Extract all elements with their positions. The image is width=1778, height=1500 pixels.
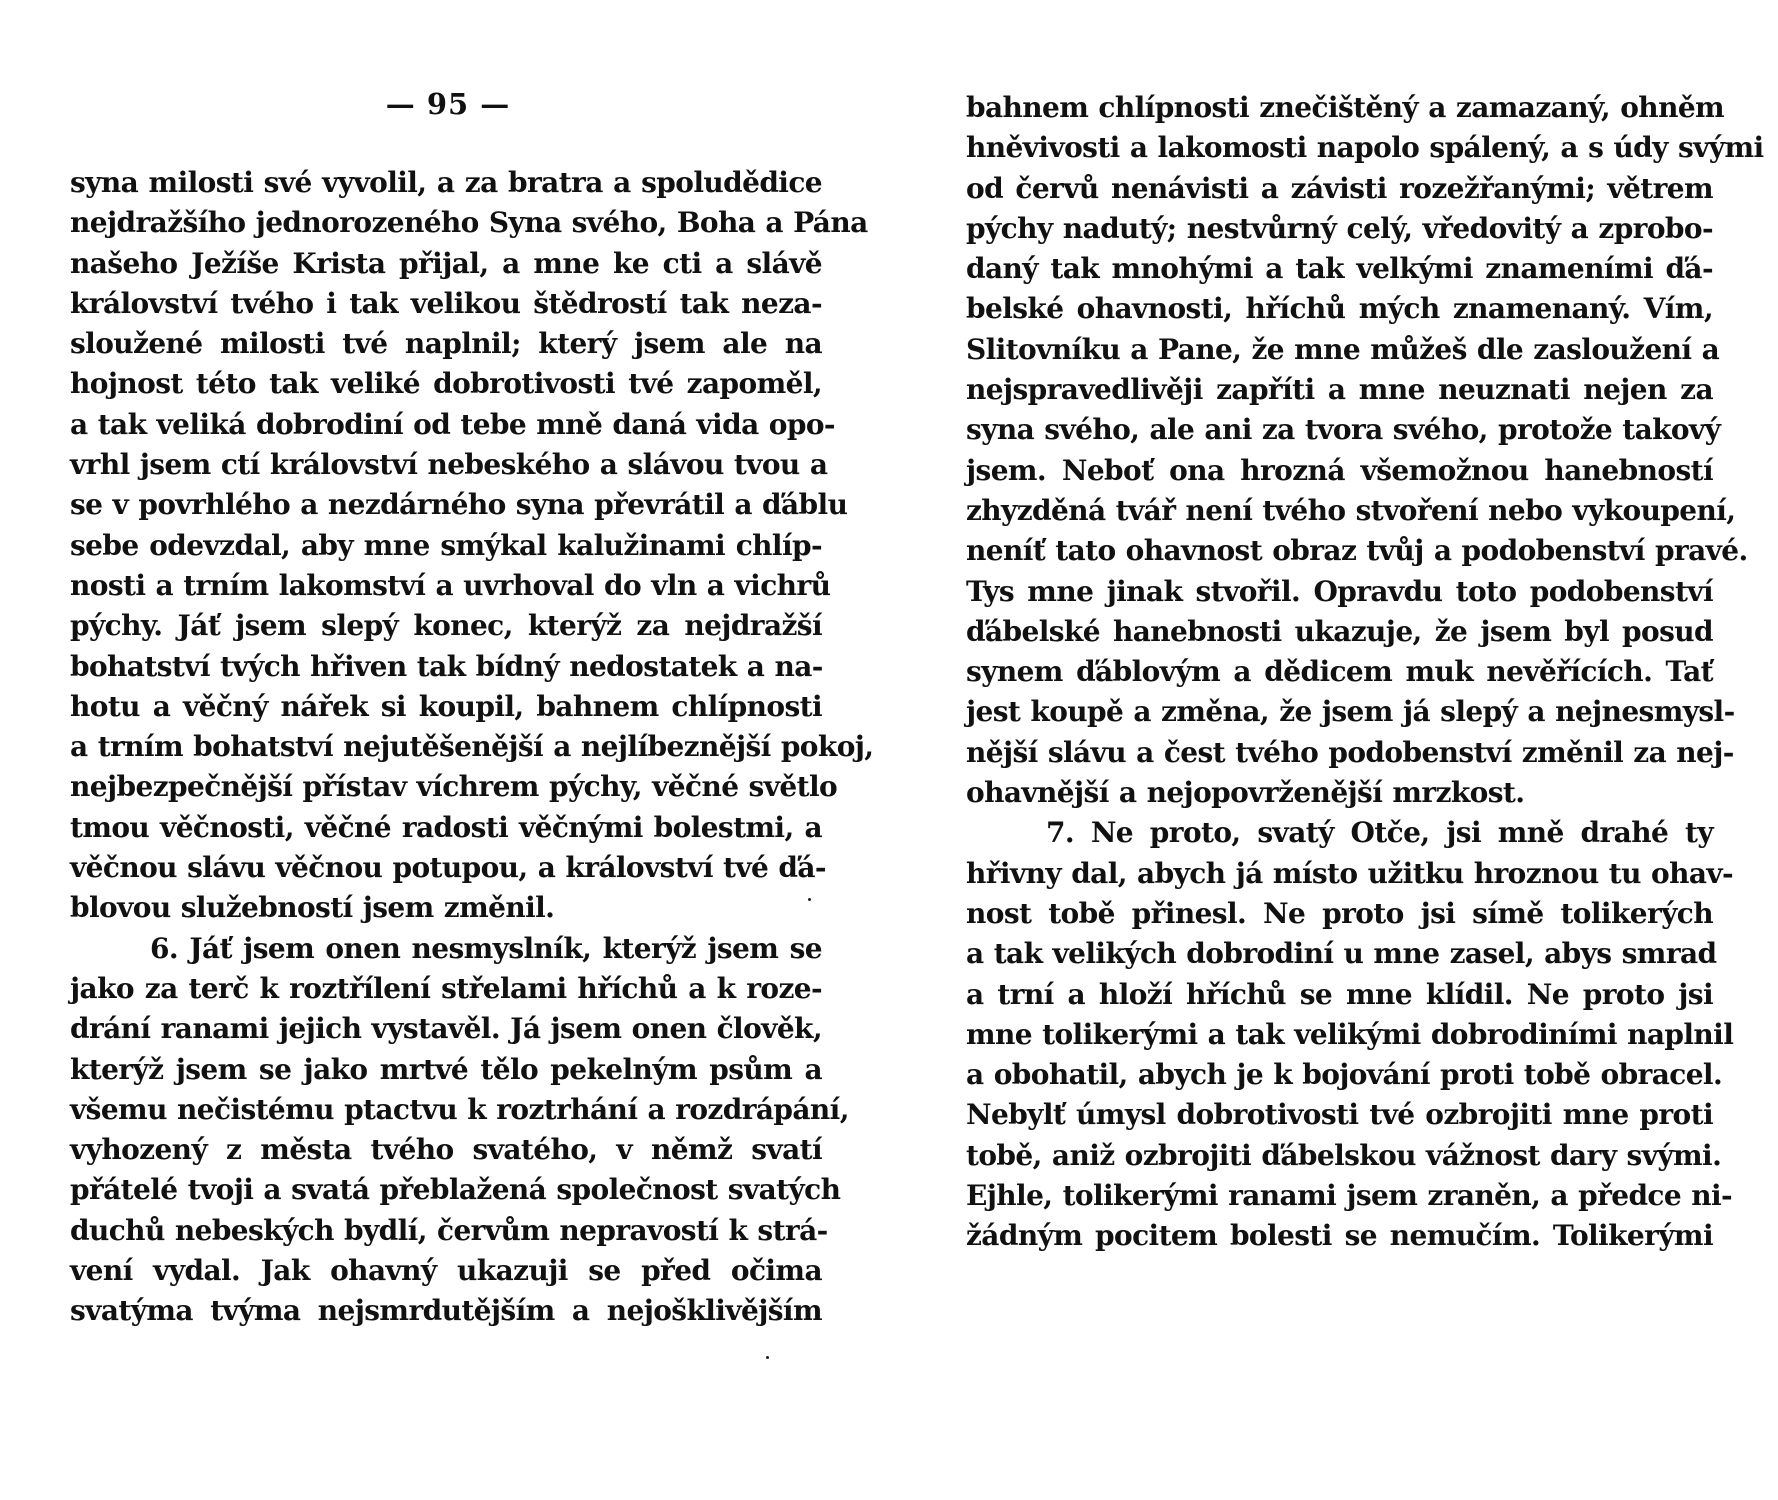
text-line: od červů nenávisti a závisti rozežřanými; větrem bbox=[966, 171, 1713, 205]
text-line: a obohatil, abych je k bojování proti tobě obracel. bbox=[966, 1058, 1723, 1092]
text-line: bohatství tvých hřiven tak bídný nedostatek a na- bbox=[70, 649, 823, 683]
paragraph-end-line: ohavnější a nejopovrženější mrzkost. bbox=[966, 776, 1525, 810]
text-line: tobě, aniž ozbrojiti ďábelskou vážnost dary svými. bbox=[966, 1138, 1722, 1172]
text-line: nejbezpečnější přístav víchrem pýchy, věčné světlo bbox=[70, 770, 838, 804]
text-line: hojnost této tak veliké dobrotivosti tvé zapoměl, bbox=[70, 367, 822, 401]
text-line: zhyzděná tvář není tvého stvoření nebo vykoupení, bbox=[966, 493, 1736, 527]
text-line: a tak velikých dobrodiní u mne zasel, abys smrad bbox=[966, 937, 1717, 971]
text-line: drání ranami jejich vystavěl. Já jsem onen člověk, bbox=[70, 1012, 822, 1046]
print-speck bbox=[808, 898, 811, 901]
print-speck bbox=[766, 1356, 769, 1359]
text-line: pýchy nadutý; nestvůrný celý, vředovitý a zprobo- bbox=[966, 211, 1713, 245]
text-line: jsem. Neboť ona hrozná všemožnou hanebností bbox=[966, 453, 1713, 487]
text-line: hotu a věčný nářek si koupil, bahnem chlípnosti bbox=[70, 689, 822, 723]
text-line: hněvivosti a lakomosti napolo spálený, a s údy svými bbox=[966, 131, 1764, 165]
text-line: nější slávu a čest tvého podobenství změnil za nej- bbox=[966, 735, 1734, 769]
text-line: belské ohavnosti, hříchů mých znamenaný. Vím, bbox=[966, 292, 1713, 326]
text-line: a tak veliká dobrodiní od tebe mně daná vida opo- bbox=[70, 407, 835, 441]
text-line: se v povrhlého a nezdárného syna převrátil a ďáblu bbox=[70, 488, 848, 522]
text-line: sloužené milosti tvé naplnil; který jsem ale na bbox=[70, 327, 822, 361]
text-line: hřivny dal, abych já místo užitku hroznou tu ohav- bbox=[966, 856, 1734, 890]
text-line: syna svého, ale ani za tvora svého, protože takový bbox=[966, 413, 1721, 447]
text-line: neníť tato ohavnost obraz tvůj a podobenství pravé. bbox=[966, 534, 1748, 568]
text-line: žádným pocitem bolesti se nemučím. Tolikerými bbox=[966, 1219, 1713, 1253]
text-line: bahnem chlípnosti znečištěný a zamazaný, ohněm bbox=[966, 91, 1725, 124]
text-line: věčnou slávu věčnou potupou, a království tvé ďá- bbox=[70, 851, 826, 885]
text-line: a trním bohatství nejutěšenější a nejlíbeznější pokoj, bbox=[70, 730, 874, 764]
text-line: tmou věčnosti, věčné radosti věčnými bolestmi, a bbox=[70, 810, 822, 844]
text-line: nosti a trním lakomství a uvrhoval do vln a vichrů bbox=[70, 568, 831, 602]
text-line: duchů nebeských bydlí, červům nepravostí k strá- bbox=[70, 1213, 828, 1247]
text-line: Ejhle, tolikerými ranami jsem zraněn, a předce ni- bbox=[966, 1179, 1733, 1213]
right-text-column bbox=[966, 88, 1764, 1257]
left-text-column bbox=[70, 163, 874, 1332]
text-line: mne tolikerými a tak velikými dobrodiními naplnil bbox=[966, 1017, 1734, 1051]
text-line: svatýma tvýma nejsmrdutějším a nejošklivějším bbox=[70, 1294, 822, 1328]
text-line: vrhl jsem ctí království nebeského a slávou tvou a bbox=[70, 448, 828, 482]
right-page bbox=[889, 0, 1778, 1500]
text-line: daný tak mnohými a tak velkými znameními ďá- bbox=[966, 252, 1713, 286]
paragraph-end-line: blovou služebností jsem změnil. bbox=[70, 891, 555, 925]
text-line: všemu nečistému ptactvu k roztrhání a rozdrápání, bbox=[70, 1092, 849, 1126]
text-line: kterýž jsem se jako mrtvé tělo pekelným psům a bbox=[70, 1052, 822, 1086]
text-line: království tvého i tak velikou štědrostí tak neza- bbox=[70, 286, 822, 320]
text-line: a trní a hloží hříchů se mne klídil. Ne proto jsi bbox=[966, 977, 1713, 1011]
text-line: Nebylť úmysl dobrotivosti tvé ozbrojiti mne proti bbox=[966, 1098, 1713, 1132]
text-line: ďábelské hanebnosti ukazuje, že jsem byl posud bbox=[966, 614, 1713, 648]
text-line: vení vydal. Jak ohavný ukazuji se před očima bbox=[70, 1254, 822, 1288]
paragraph-start-line: 7. Ne proto, svatý Otče, jsi mně drahé ty bbox=[1046, 816, 1713, 850]
paragraph-start-line: 6. Jáť jsem onen nesmyslník, kterýž jsem se bbox=[150, 931, 822, 965]
text-line: vyhozený z města tvého svatého, v němž svatí bbox=[70, 1133, 822, 1167]
text-line: nost tobě přinesl. Ne proto jsi símě tolikerých bbox=[966, 896, 1713, 930]
text-line: nejspravedlivěji zapříti a mne neuznati nejen za bbox=[966, 373, 1713, 407]
text-line: Tys mne jinak stvořil. Opravdu toto podobenství bbox=[966, 574, 1713, 608]
text-line: sebe odevzdal, aby mne smýkal kalužinami chlíp- bbox=[70, 528, 822, 562]
text-line: jest koupě a změna, že jsem já slepý a nejnesmysl- bbox=[966, 695, 1735, 729]
text-line: syna milosti své vyvolil, a za bratra a spoludědice bbox=[70, 166, 822, 199]
text-line: přátelé tvoji a svatá přeblažená společnost svatých bbox=[70, 1173, 841, 1207]
text-line: našeho Ježíše Krista přijal, a mne ke cti a slávě bbox=[70, 246, 822, 280]
text-line: pýchy. Jáť jsem slepý konec, kterýž za nejdražší bbox=[70, 609, 822, 643]
text-line: Slitovníku a Pane, že mne můžeš dle zasloužení a bbox=[966, 332, 1720, 366]
page-number: — 95 — bbox=[385, 87, 511, 121]
text-line: nejdražšího jednorozeného Syna svého, Boha a Pána bbox=[70, 206, 868, 240]
text-line: jako za terč k roztřílení střelami hříchů a k roze- bbox=[70, 971, 822, 1005]
text-line: synem ďáblovým a dědicem muk nevěřících. Tať bbox=[966, 655, 1713, 689]
